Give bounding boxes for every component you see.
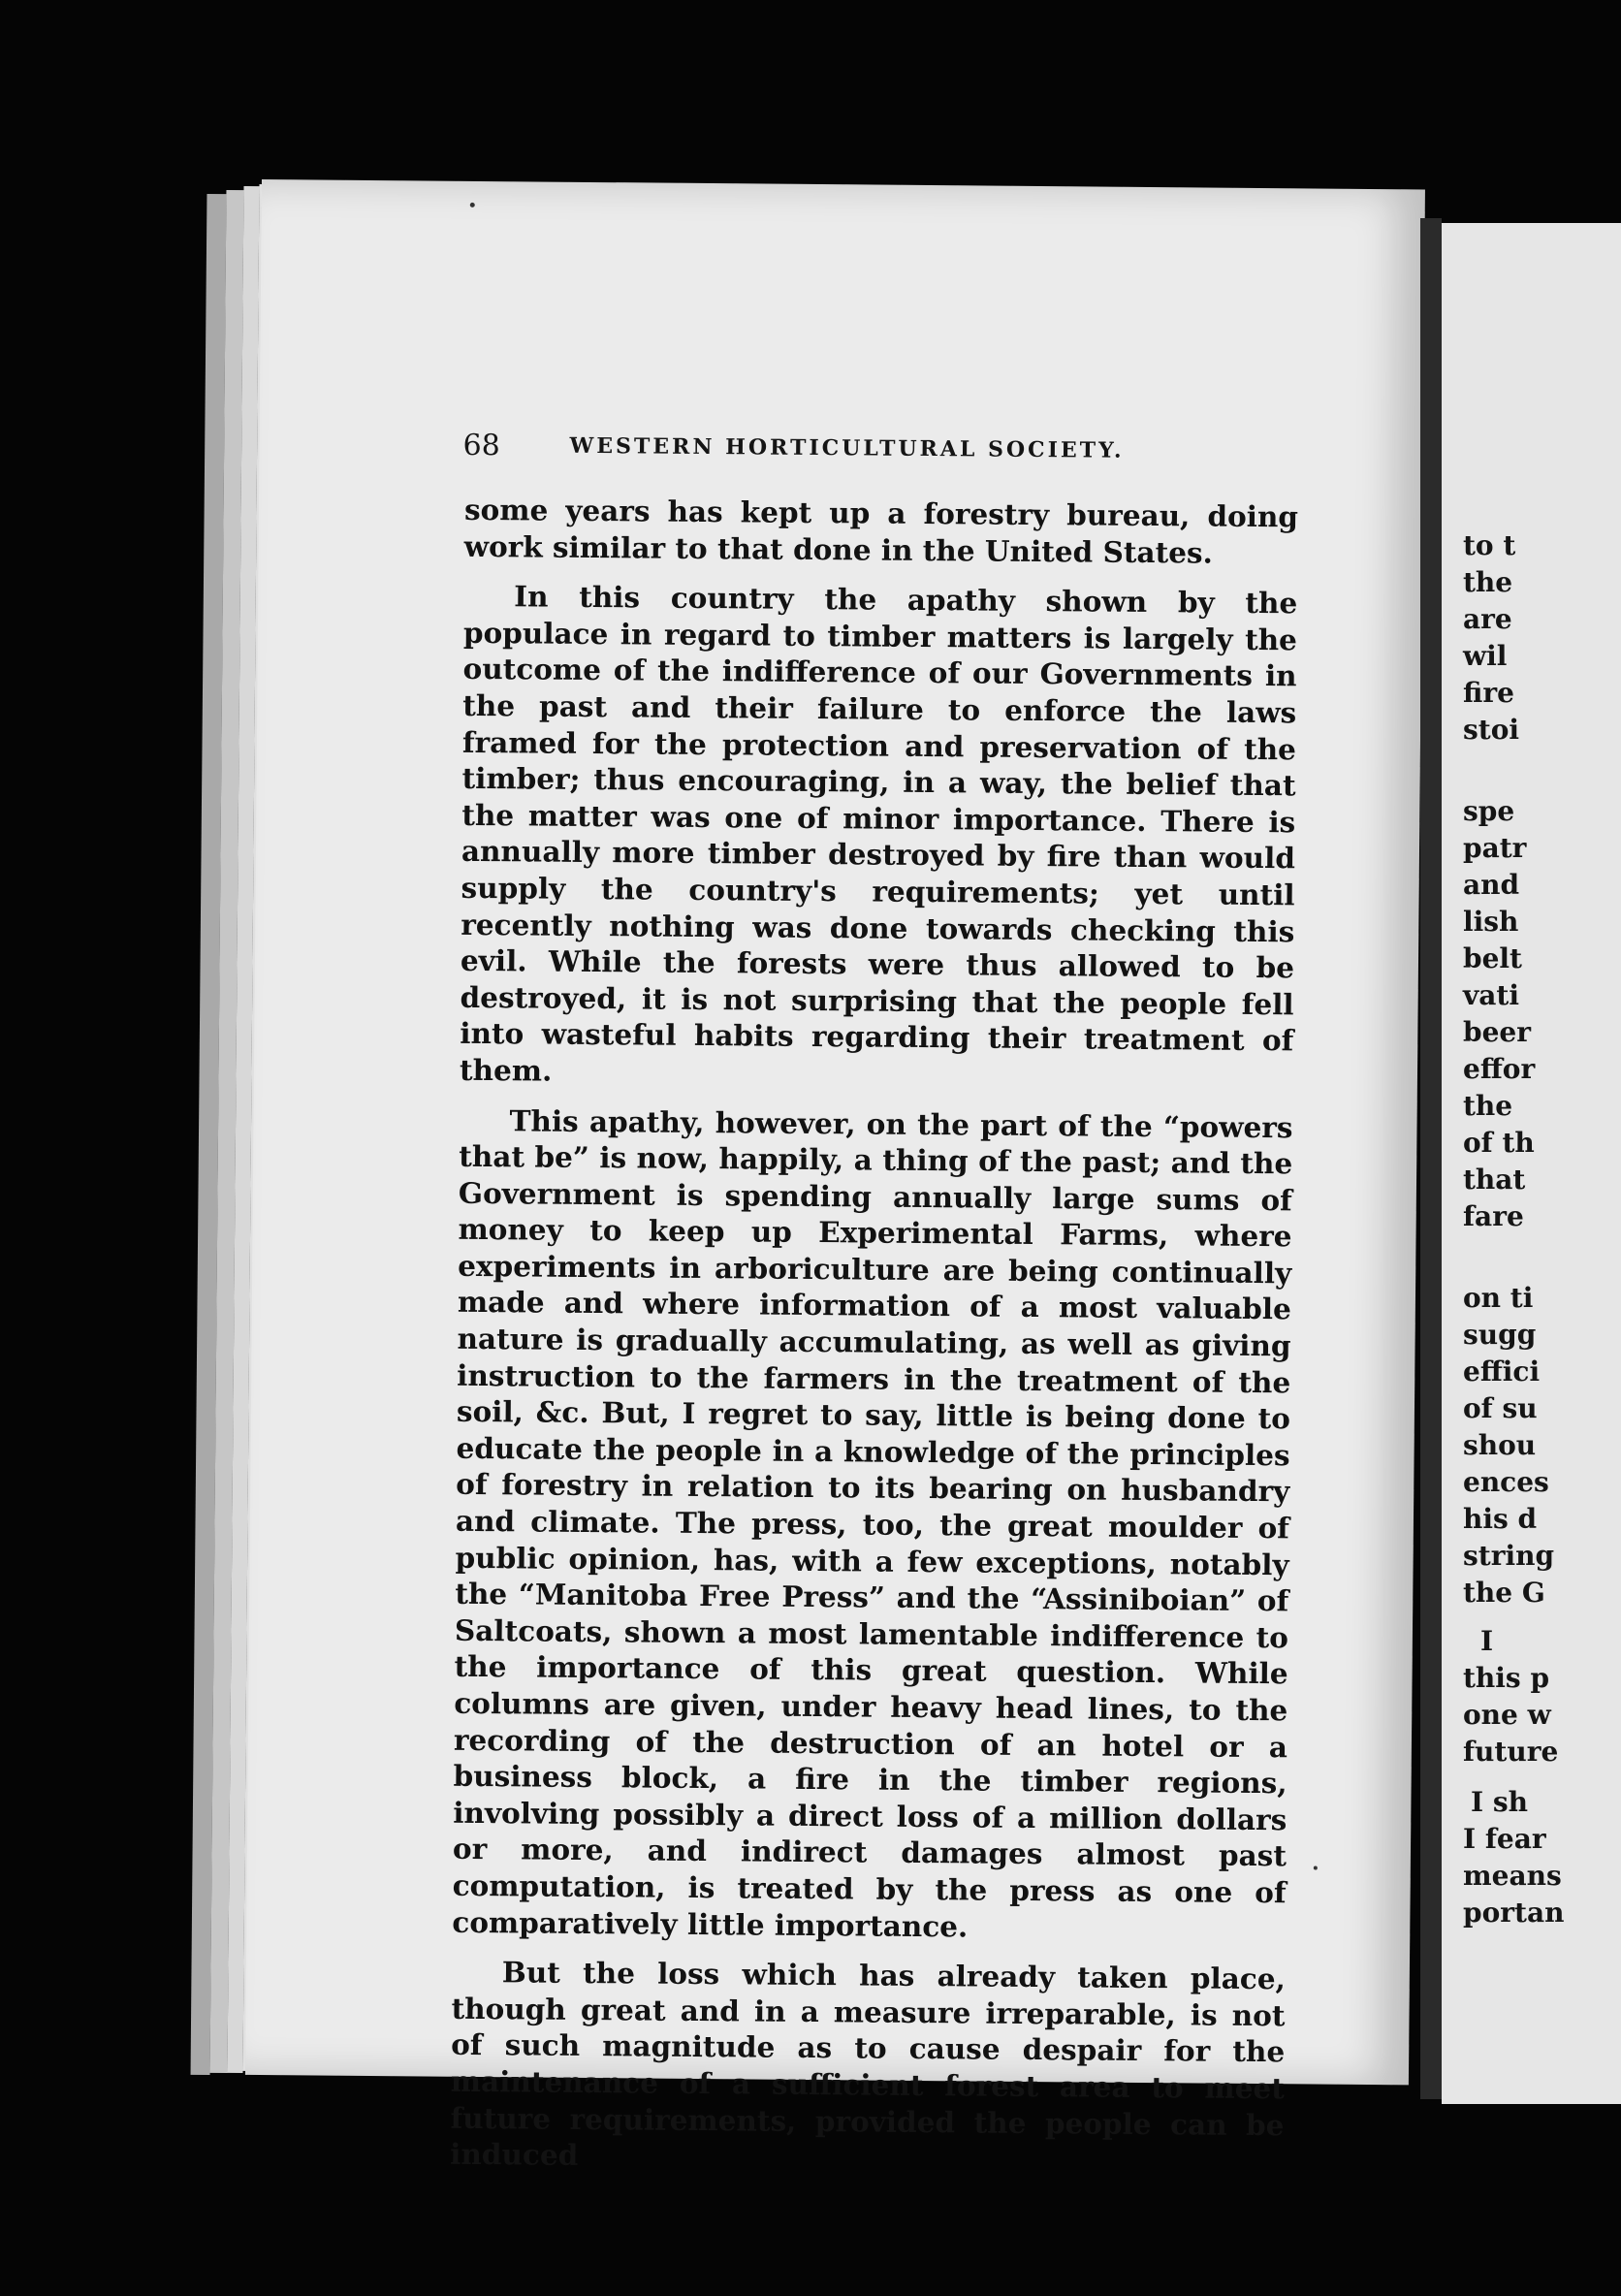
right-fragment: to t (1463, 529, 1516, 561)
right-fragment: of su (1463, 1392, 1538, 1424)
right-fragment: shou (1463, 1429, 1537, 1461)
right-fragment: the (1463, 1090, 1513, 1122)
right-fragment: stoi (1463, 714, 1520, 746)
right-fragment: sugg (1463, 1319, 1537, 1351)
right-fragment: the G (1463, 1577, 1545, 1609)
right-fragment: the (1463, 566, 1513, 598)
right-fragment: portan (1463, 1897, 1565, 1929)
right-fragment: belt (1463, 942, 1522, 974)
right-fragment: spe (1463, 795, 1515, 827)
right-fragment: lish (1463, 906, 1519, 938)
right-page (1442, 223, 1621, 2104)
page-number: 68 (462, 428, 500, 463)
right-fragment: effici (1463, 1355, 1541, 1387)
scan-speck (470, 203, 475, 207)
paragraph: This apathy, however, on the part of the “powers that be” is now, happily, a thing of the past; and the Government is spending annually large sums of money to keep up Experimental Farms, where experiments in arboriculture are being continually made and where information of a most valuable nature is gradually accumulating, as well as giving instruction to the farmers in the treatment of the soil, &c. But, I regret to say, little is being done to educate the people in a knowledge of the principles of forestry in relation to its bearing on husbandry and climate. The press, too, the great moulder of public opinion, has, with a few exceptions, notably the “Manitoba Free Press” and the “Assiniboian” of Saltcoats, shown a most lamentable indifference to the importance of this great question. While columns are given, under heavy head lines, to the recording of the destruction of an hotel or a business block, a fire in the timber regions, involving possibly a direct loss of a million dollars or more, and indirect damages almost past computation, is treated by the press as one of comparatively little importance. (452, 1102, 1293, 1943)
left-page (245, 179, 1425, 2173)
right-fragment: means (1463, 1860, 1562, 1892)
right-fragment: one w (1463, 1699, 1551, 1731)
right-fragment: are (1463, 603, 1512, 635)
right-fragment: ences (1463, 1466, 1549, 1498)
right-fragment: vati (1463, 979, 1519, 1011)
right-fragment: effor (1463, 1053, 1536, 1085)
right-fragment: wil (1463, 640, 1508, 672)
right-fragment: on ti (1463, 1282, 1534, 1314)
right-fragment: his d (1463, 1503, 1538, 1535)
right-fragment: I fear (1463, 1823, 1546, 1855)
scan-speck (1314, 1866, 1318, 1870)
paragraph: In this country the apathy shown by the populace in regard to timber matters is largely the outcome of the indifference of our Governments in the past and their failure to enforce the laws framed for the protection and preservation of the timber; thus encouraging, in a way, the belief that the matter was one of minor importance. There is annually more timber destroyed by fire than would supply the country's requirements; yet until recently nothing was done towards checking this evil. While the forests were thus allowed to be destroyed, it is not surprising that the people fell into wasteful habits regarding their treatment of them. (459, 579, 1298, 1088)
paragraph: some years has kept up a forestry bureau, doing work similar to that done in the United States. (463, 492, 1299, 570)
right-fragment: I sh (1471, 1786, 1528, 1818)
page-header (462, 429, 1383, 475)
right-fragment: of th (1463, 1127, 1535, 1159)
right-fragment: string (1463, 1540, 1555, 1572)
book-gutter (1420, 218, 1442, 2099)
right-fragment: this p (1463, 1662, 1550, 1694)
body-text (450, 492, 1298, 2193)
right-fragment: I (1480, 1625, 1494, 1657)
paragraph: But the loss which has already taken place, though great and in a measure irreparable, is not of such magnitude as to cause despair for the maintenance of a sufficient forest area to meet future requirements, provided the people can be induced (450, 1955, 1286, 2173)
right-fragment: future (1463, 1736, 1559, 1768)
right-fragment: patr (1463, 832, 1527, 864)
right-fragment: fire (1463, 677, 1514, 709)
right-fragment: and (1463, 869, 1520, 901)
right-fragment: fare (1463, 1200, 1524, 1232)
running-head: WESTERN HORTICULTURAL SOCIETY. (569, 432, 1125, 463)
right-fragment: beer (1463, 1016, 1531, 1048)
right-fragment: that (1463, 1164, 1526, 1196)
